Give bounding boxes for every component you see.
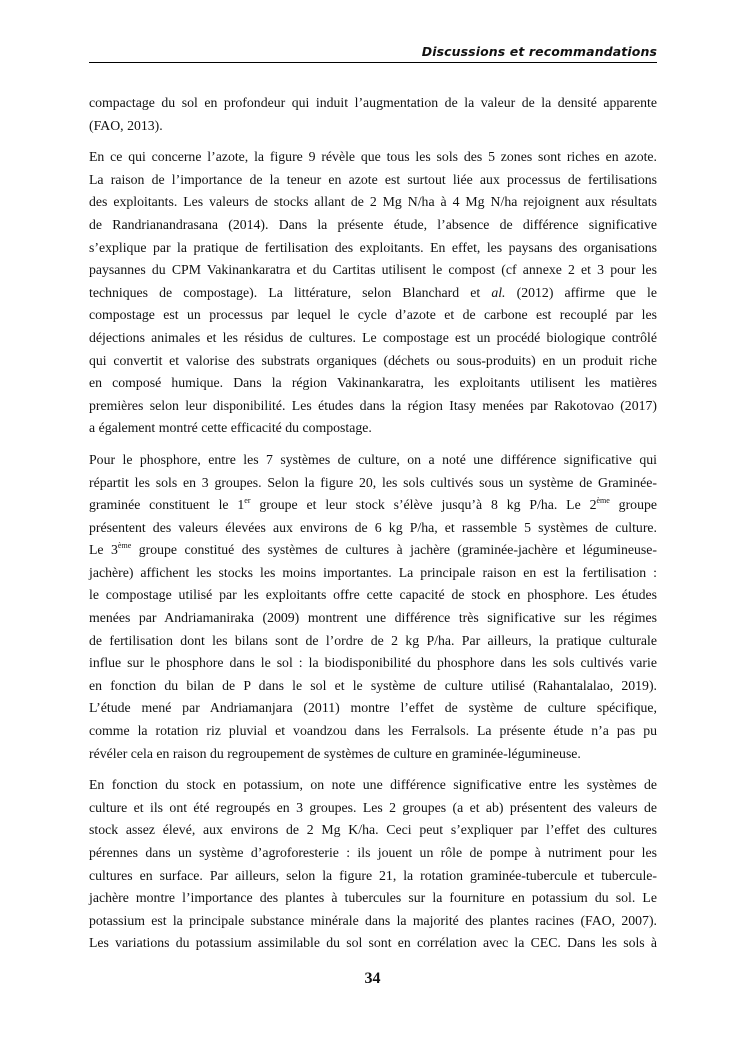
- text-line: menées par Andriamaniraka (2009) montrent une différence très significative sur les régimes: [89, 610, 657, 626]
- text-line: présentent des valeurs élevées aux environs de 6 kg P/ha, et rassemble 5 systèmes de culture.: [89, 519, 657, 535]
- text-line: qui convertit et valorise des substrats organiques (déchets ou sous-produits) en un produit riche: [89, 352, 657, 368]
- text-line: Les variations du potassium assimilable du sol sont en corrélation avec la CEC. Dans les sols à: [89, 935, 657, 951]
- text-line: En ce qui concerne l’azote, la figure 9 révèle que tous les sols des 5 zones sont riches en azote.: [89, 149, 657, 165]
- text-line: en composé humique. Dans la région Vakinankaratra, les exploitants utilisent les matières: [89, 375, 657, 391]
- text-line: répartit les sols en 3 groupes. Selon la figure 20, les sols cultivés sous un système de Graminée-: [89, 474, 657, 490]
- paragraph-potassium: [89, 774, 657, 955]
- running-header: [89, 42, 657, 63]
- paragraph-phosphorus: [89, 449, 657, 765]
- text-line: culture et ils ont été regroupés en 3 groupes. Les 2 groupes (a et ab) présentent des valeurs de: [89, 799, 657, 815]
- text-line: (FAO, 2013).: [89, 117, 163, 133]
- text-line: révéler cela en raison du regroupement de systèmes de culture en graminée-légumineuse.: [89, 745, 581, 761]
- text-line: premières selon leur disponibilité. Les études dans la région Itasy menées par Rakotovao (2017): [89, 397, 657, 413]
- text-line: graminée constituent le 1er groupe et leur stock s’élève jusqu’à 8 kg P/ha. Le 2ème groupe: [89, 495, 657, 513]
- text-line: de fertilisation dont les bilans sont de l’ordre de 2 kg P/ha. Par ailleurs, la pratique culturale: [89, 632, 657, 648]
- text-line: cultures en surface. Par ailleurs, selon la figure 21, la rotation graminée-tubercule et tubercule-: [89, 867, 657, 883]
- text-line: paysannes du CPM Vakinankaratra et du Cartitas utilisent le compost (cf annexe 2 et 3 pour les: [89, 262, 657, 278]
- text-line: compostage est un processus par lequel le cycle d’azote et de carbone est recouplé par les: [89, 307, 657, 323]
- paragraph-nitrogen: [89, 146, 657, 440]
- text-line: s’explique par la pratique de fertilisation des exploitants. En effet, les paysans des organisations: [89, 239, 657, 255]
- text-line: jachère montre l’importance des plantes à tubercules sur la fourniture en potassium du sol. Le: [89, 890, 657, 906]
- text-line: techniques de compostage). La littérature, selon Blanchard et al. (2012) affirme que le: [89, 284, 657, 300]
- page-number: 34: [364, 970, 381, 987]
- text-line: jachère) affichent les stocks les moins importantes. La principale raison en est la fertilisation :: [89, 564, 657, 580]
- text-line: stock assez élevé, aux environs de 2 Mg K/ha. Ceci peut s’expliquer par l’effet des cultures: [89, 822, 657, 838]
- text-line: pérennes dans un système d’agroforesterie : ils jouent un rôle de pompe à nutriment pour les: [89, 845, 657, 860]
- text-line: le compostage utilisé par les exploitants offre cette capacité de stock en phosphore. Les études: [89, 587, 657, 603]
- text-line: en fonction du bilan de P dans le sol et le système de culture utilisé (Rahantalalao, 2019).: [89, 677, 657, 693]
- text-line: de Randrianandrasana (2014). Dans la présente étude, l’absence de différence significative: [89, 216, 657, 232]
- text-line: comme la rotation riz pluvial et voandzou dans les Ferralsols. La présente étude n’a pas pu: [89, 723, 657, 739]
- text-line: En fonction du stock en potassium, on note une différence significative entre les systèmes de: [89, 777, 657, 793]
- header-title: Discussions et recommandations: [421, 44, 657, 59]
- text-line: a également montré cette efficacité du compostage.: [89, 420, 372, 436]
- text-line: La raison de l’importance de la teneur en azote est surtout liée aux processus de fertilisations: [89, 171, 657, 187]
- text-line: déjections animales et les résidus de cultures. Le compostage est un procédé biologique contrôlé: [89, 329, 657, 345]
- text-line: L’étude mené par Andriamanjara (2011) montre l’effet de système de culture spécifique,: [89, 700, 657, 716]
- text-line: compactage du sol en profondeur qui induit l’augmentation de la valeur de la densité apparente: [89, 95, 657, 110]
- text-line: Pour le phosphore, entre les 7 systèmes de culture, on a noté une différence significative qui: [89, 451, 657, 467]
- page-body: [89, 92, 657, 964]
- text-line: des exploitants. Les valeurs de stocks allant de 2 Mg N/ha à 4 Mg N/ha rejoignent aux résultats: [89, 194, 657, 210]
- text-line: influe sur le phosphore dans le sol : la biodisponibilité du phosphore dans les sols cultivés varie: [89, 655, 657, 671]
- paragraph-density: [89, 92, 657, 137]
- text-line: Le 3ème groupe constitué des systèmes de cultures à jachère (graminée-jachère et légumineuse-: [89, 540, 657, 558]
- text-line: potassium est la principale substance minérale dans la majorité des plantes racines (FAO, 2007).: [89, 912, 657, 928]
